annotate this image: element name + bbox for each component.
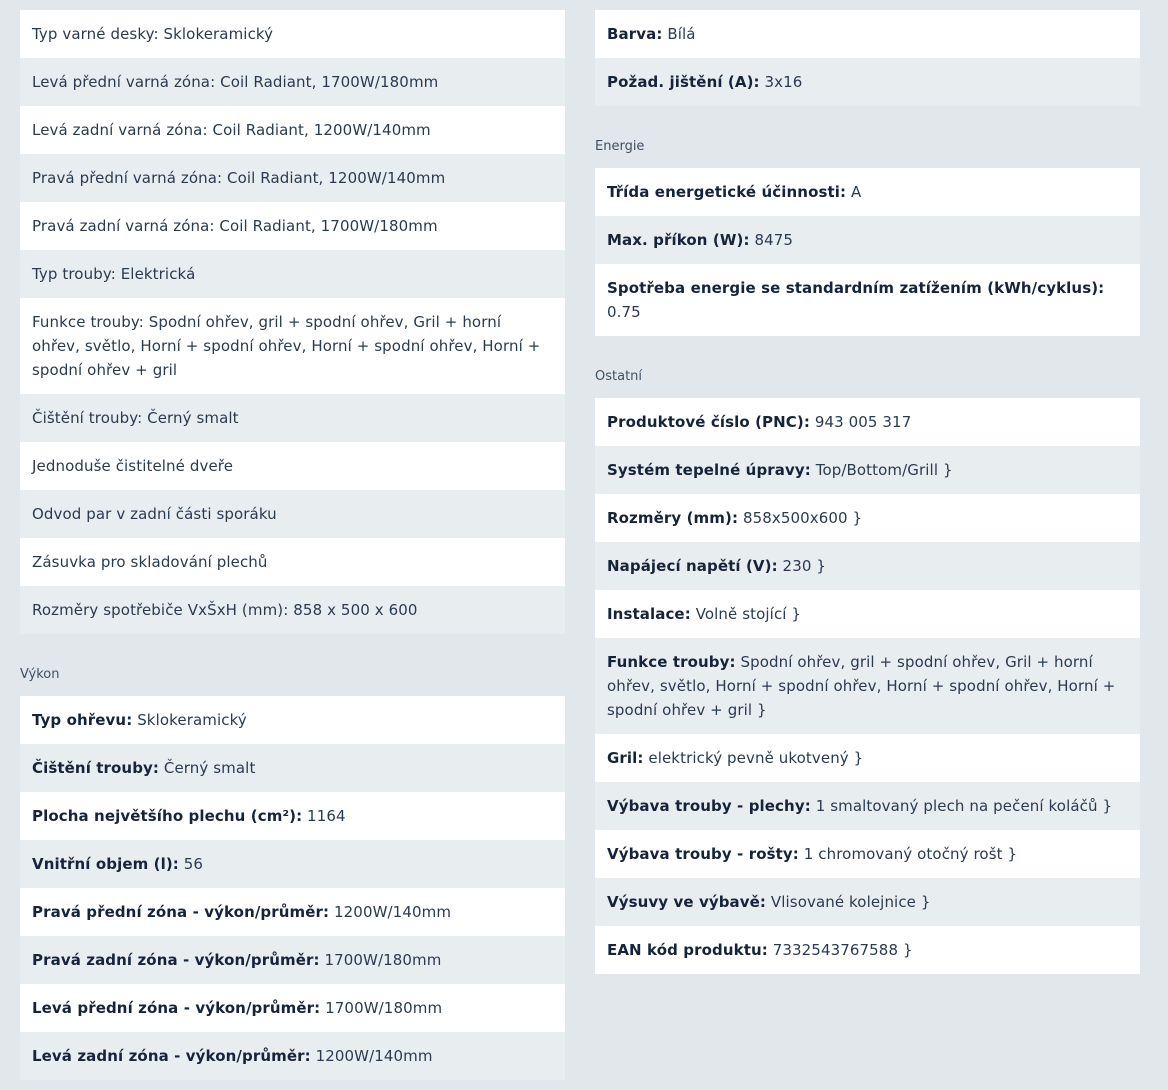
spec-row: Pravá zadní varná zóna: Coil Radiant, 1700W/180mm — [20, 202, 565, 250]
spec-row — [20, 984, 565, 1032]
spec-label: Napájecí napětí (V): — [607, 557, 778, 575]
spec-row: Funkce trouby: Spodní ohřev, gril + spodní ohřev, Gril + horní ohřev, světlo, Horní + spodní ohřev, Horní + spodní ohřev, Horní + spodní ohřev + gril — [20, 298, 565, 394]
left-column — [20, 10, 565, 1080]
spec-row: Typ varné desky: Sklokeramický — [20, 10, 565, 58]
spec-value: 858x500x600 } — [742, 509, 863, 527]
top-spec-list — [595, 10, 1140, 106]
spec-value: 230 } — [782, 557, 826, 575]
spec-row — [595, 264, 1140, 336]
vykon-spec-list — [20, 696, 565, 1080]
spec-row: Typ trouby: Elektrická — [20, 250, 565, 298]
spec-row — [595, 542, 1140, 590]
spec-value: 8475 — [754, 231, 794, 249]
spec-value: Spodní ohřev, gril + spodní ohřev, Gril + horní ohřev, světlo, Horní + spodní ohřev, Horní + spodní ohřev, Horní + spodní ohřev + gril } — [607, 653, 1116, 719]
spec-row — [595, 734, 1140, 782]
spec-label: Výsuvy ve výbavě: — [607, 893, 767, 911]
spec-row: Odvod par v zadní části sporáku — [20, 490, 565, 538]
spec-row: Levá přední varná zóna: Coil Radiant, 1700W/180mm — [20, 58, 565, 106]
spec-value: A — [851, 183, 862, 201]
spec-row — [595, 168, 1140, 216]
spec-row — [595, 398, 1140, 446]
spec-value: 1164 — [307, 807, 346, 825]
general-spec-list — [20, 10, 565, 634]
spec-value: Top/Bottom/Grill } — [815, 461, 953, 479]
spec-row — [20, 1032, 565, 1080]
section-heading-energie: Energie — [595, 139, 645, 154]
spec-row — [595, 590, 1140, 638]
spec-value: Volně stojící } — [695, 605, 802, 623]
spec-value: Černý smalt — [163, 759, 256, 777]
spec-value: 7332543767588 } — [772, 941, 913, 959]
spec-label: Levá přední zóna - výkon/průměr: — [32, 999, 321, 1017]
spec-row — [595, 830, 1140, 878]
spec-label: Typ ohřevu: — [32, 711, 133, 729]
spec-row: Zásuvka pro skladování plechů — [20, 538, 565, 586]
spec-value: 1700W/180mm — [324, 951, 442, 969]
spec-label: Gril: — [607, 749, 644, 767]
spec-label: Funkce trouby: — [607, 653, 736, 671]
right-column — [595, 10, 1140, 974]
spec-row — [595, 494, 1140, 542]
spec-value: 0.75 — [607, 303, 641, 321]
spec-value: 56 — [183, 855, 204, 873]
spec-row: Levá zadní varná zóna: Coil Radiant, 1200W/140mm — [20, 106, 565, 154]
spec-label: Čištění trouby: — [32, 759, 160, 777]
spec-label: Pravá zadní zóna - výkon/průměr: — [32, 951, 320, 969]
spec-value: 1 smaltovaný plech na pečení koláčů } — [815, 797, 1113, 815]
spec-label: Produktové číslo (PNC): — [607, 413, 810, 431]
spec-row — [595, 782, 1140, 830]
spec-row — [20, 696, 565, 744]
spec-value: 943 005 317 — [814, 413, 912, 431]
spec-row — [20, 840, 565, 888]
spec-label: Levá zadní zóna - výkon/průměr: — [32, 1047, 311, 1065]
spec-label: EAN kód produktu: — [607, 941, 768, 959]
spec-row — [595, 216, 1140, 264]
spec-row — [595, 446, 1140, 494]
spec-label: Barva: — [607, 25, 663, 43]
spec-row: Pravá přední varná zóna: Coil Radiant, 1200W/140mm — [20, 154, 565, 202]
spec-row — [20, 792, 565, 840]
spec-value: 1700W/180mm — [325, 999, 443, 1017]
ostatni-spec-list — [595, 398, 1140, 974]
spec-label: Max. příkon (W): — [607, 231, 750, 249]
spec-label: Vnitřní objem (l): — [32, 855, 179, 873]
spec-row — [595, 58, 1140, 106]
spec-value: Vlisované kolejnice } — [770, 893, 931, 911]
spec-row: Jednoduše čistitelné dveře — [20, 442, 565, 490]
spec-row — [20, 888, 565, 936]
spec-row — [20, 744, 565, 792]
spec-value: 1200W/140mm — [334, 903, 452, 921]
section-heading-vykon: Výkon — [20, 667, 60, 682]
spec-label: Výbava trouby - rošty: — [607, 845, 799, 863]
spec-row — [595, 926, 1140, 974]
spec-row — [595, 638, 1140, 734]
spec-value: 1 chromovaný otočný rošt } — [803, 845, 1018, 863]
spec-row: Rozměry spotřebiče VxŠxH (mm): 858 x 500 x 600 — [20, 586, 565, 634]
spec-value: 1200W/140mm — [315, 1047, 433, 1065]
spec-value: elektrický pevně ukotvený } — [648, 749, 864, 767]
energie-spec-list — [595, 168, 1140, 336]
spec-label: Rozměry (mm): — [607, 509, 739, 527]
section-heading-ostatni: Ostatní — [595, 369, 643, 384]
spec-label: Pravá přední zóna - výkon/průměr: — [32, 903, 330, 921]
spec-row — [595, 10, 1140, 58]
spec-label: Výbava trouby - plechy: — [607, 797, 811, 815]
spec-label: Plocha největšího plechu (cm²): — [32, 807, 303, 825]
spec-label: Spotřeba energie se standardním zatížením (kWh/cyklus): — [607, 279, 1105, 297]
spec-label: Třída energetické účinnosti: — [607, 183, 847, 201]
spec-label: Instalace: — [607, 605, 691, 623]
spec-row — [20, 936, 565, 984]
spec-value: Sklokeramický — [137, 711, 247, 729]
spec-label: Systém tepelné úpravy: — [607, 461, 811, 479]
spec-row — [595, 878, 1140, 926]
spec-value: 3x16 — [764, 73, 803, 91]
spec-value: Bílá — [667, 25, 696, 43]
spec-row: Čištění trouby: Černý smalt — [20, 394, 565, 442]
spec-label: Požad. jištění (A): — [607, 73, 760, 91]
